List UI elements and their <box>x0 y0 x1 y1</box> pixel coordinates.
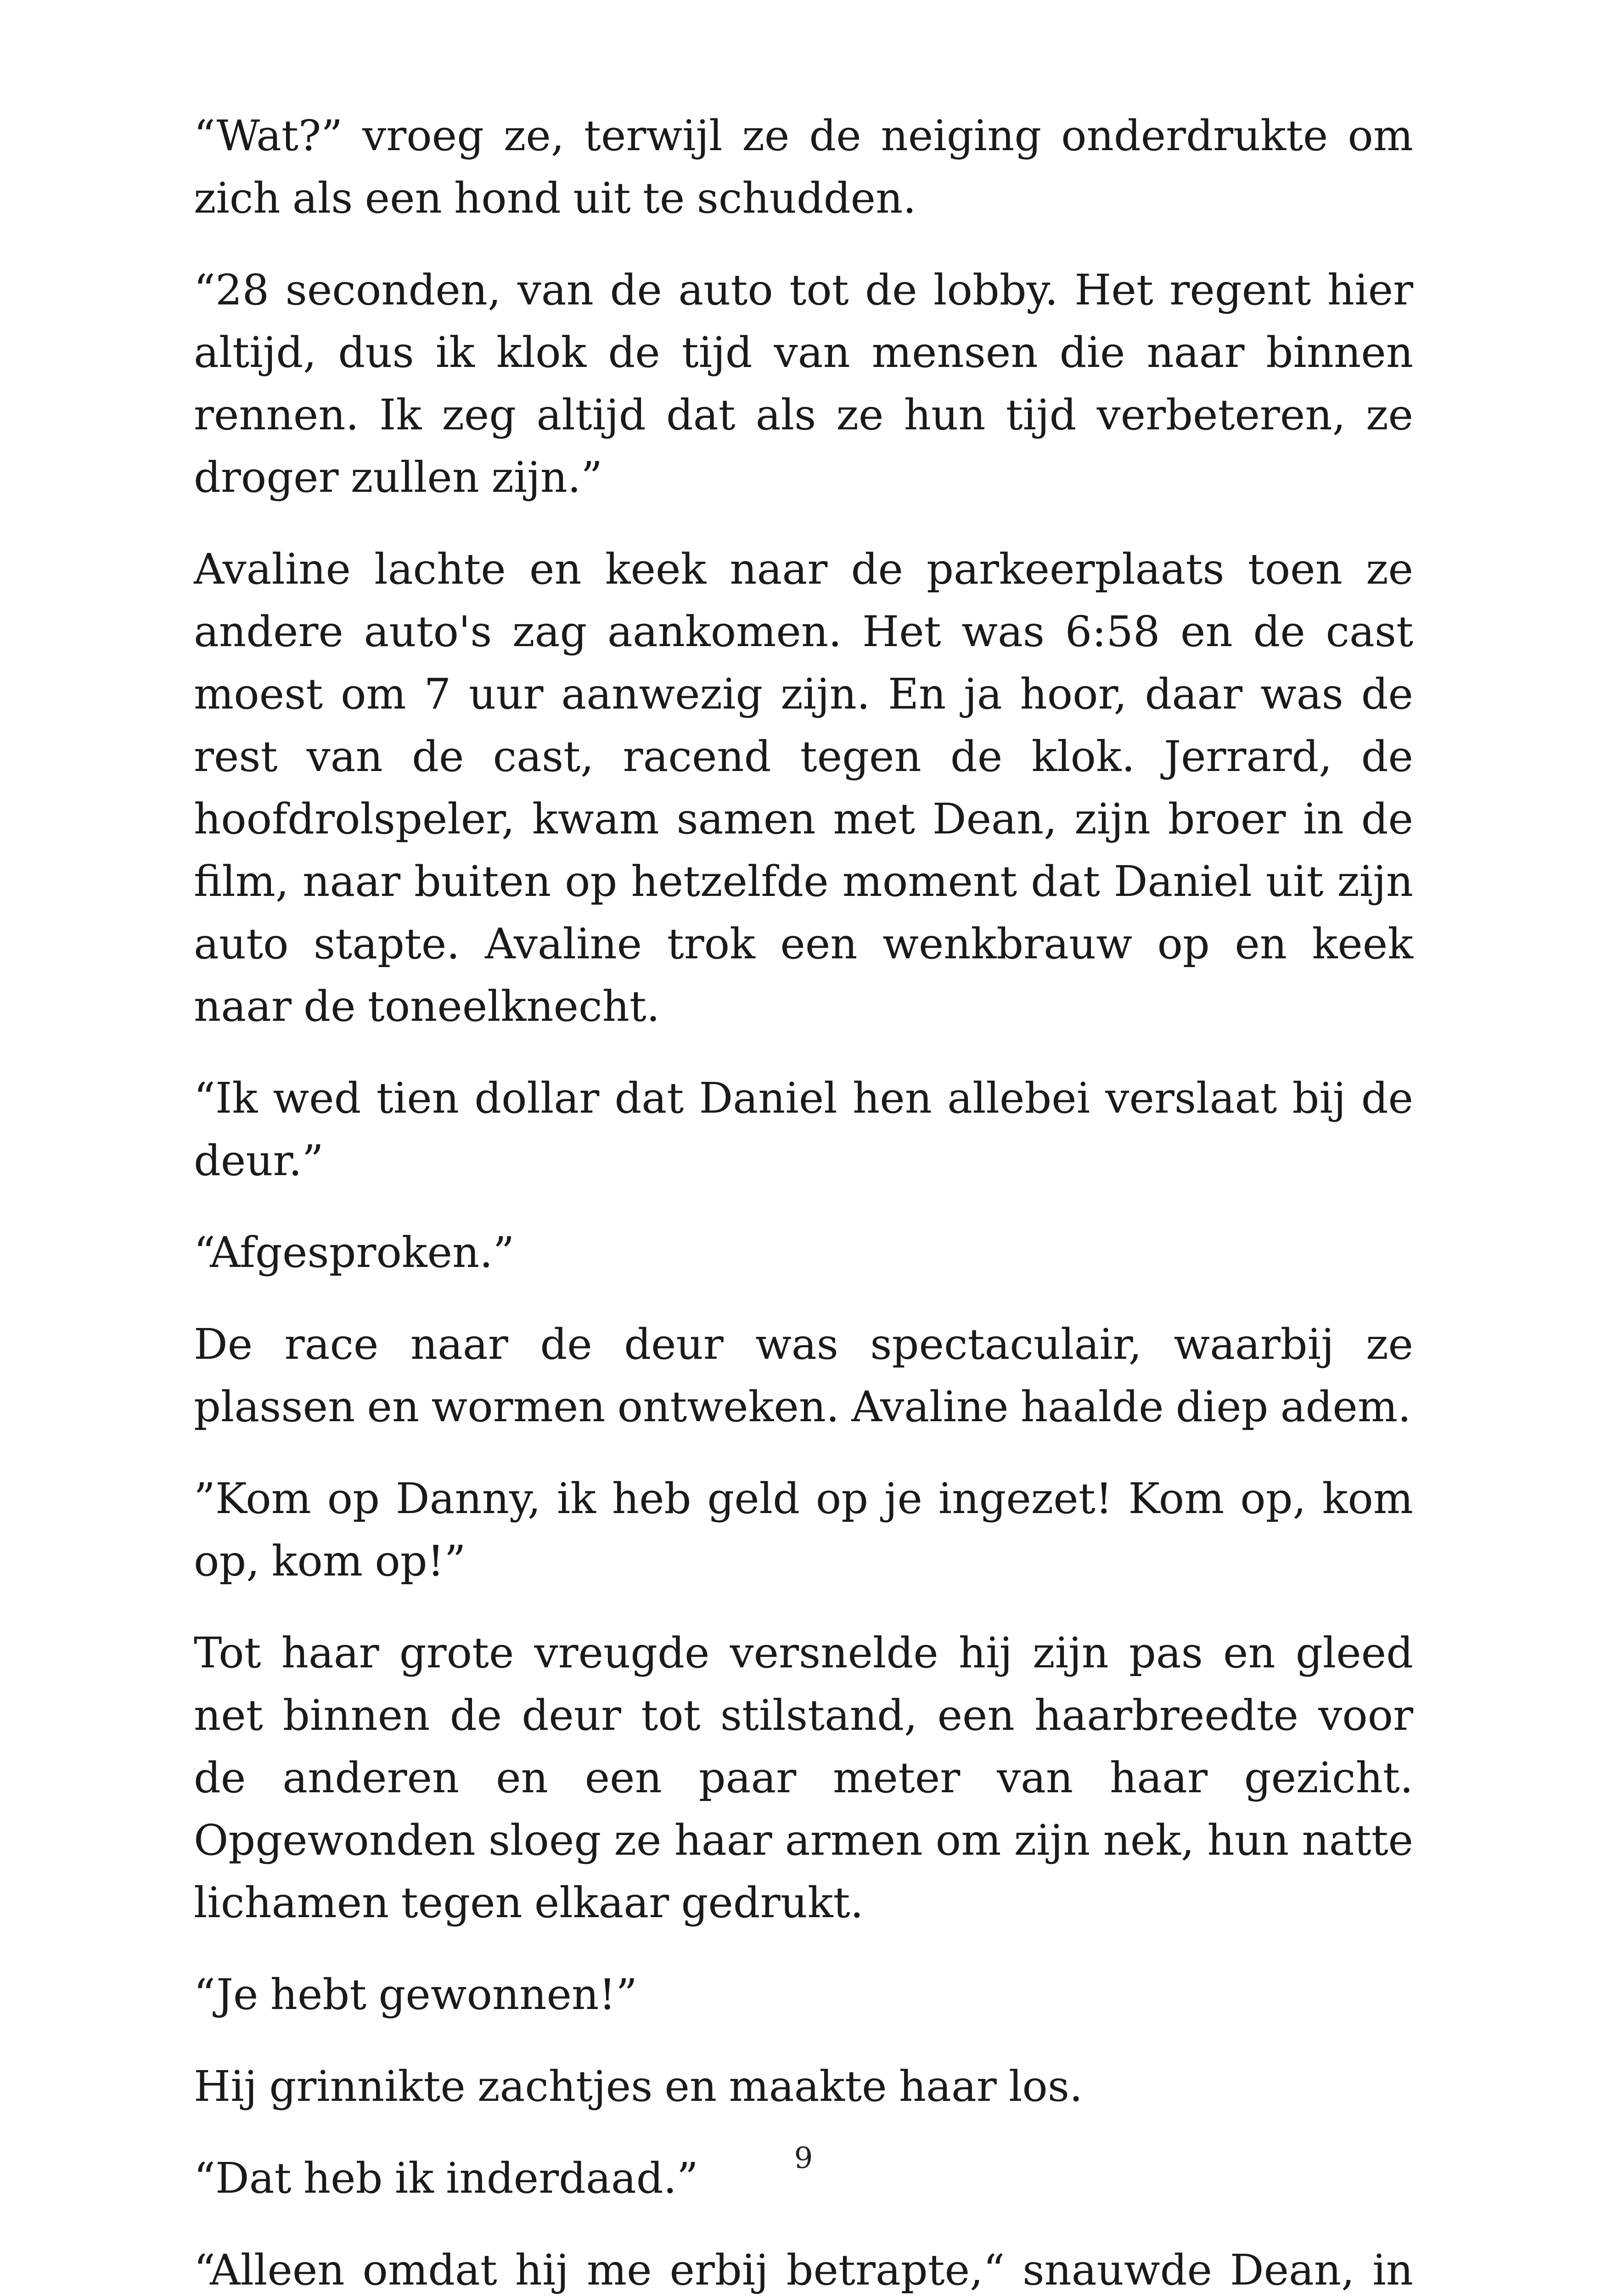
paragraph: “Afgesproken.” <box>194 1228 515 1277</box>
paragraph: ”Kom op Danny, ik heb geld op je ingezet! Kom op, kom op, kom op!” <box>194 1474 1413 1586</box>
paragraph: Hij grinnikte zachtjes en maakte haar los. <box>194 2062 1083 2111</box>
paragraph: “Je hebt gewonnen!” <box>194 1970 638 2019</box>
paragraph: “Dat heb ik inderdaad.” <box>194 2154 698 2203</box>
paragraph: De race naar de deur was spectaculair, waarbij ze plassen en wormen ontweken. Avaline haalde diep adem. <box>194 1320 1413 1431</box>
paragraph: Tot haar grote vreugde versnelde hij zijn pas en gleed net binnen de deur tot stilstand, een haarbreedte voor de anderen en een paar meter van haar gezicht. Opgewonden sloeg ze haar armen om zijn nek, hun natte lichamen tegen elkaar gedrukt. <box>194 1628 1413 1927</box>
paragraph: “Wat?” vroeg ze, terwijl ze de neiging onderdrukte om zich als een hond uit te schudden. <box>194 111 1413 223</box>
paragraph: Avaline lachte en keek naar de parkeerplaats toen ze andere auto's zag aankomen. Het was 6:58 en de cast moest om 7 uur aanwezig zijn. En ja hoor, daar was de rest van de cast, racend tegen de klok. Jerrard, de hoofdrolspeler, kwam samen met Dean, zijn broer in de film, naar buiten op hetzelfde moment dat Daniel uit zijn auto stapte. Avaline trok een wenkbrauw op en keek naar de toneelknecht. <box>194 545 1413 1031</box>
paragraph: “Alleen omdat hij me erbij betrapte,“ snauwde Dean, in <box>194 2245 1413 2295</box>
body-text <box>194 105 1413 2296</box>
paragraph: “28 seconden, van de auto tot de lobby. Het regent hier altijd, dus ik klok de tijd van mensen die naar binnen rennen. Ik zeg altijd dat als ze hun tijd verbeteren, ze droger zullen zijn.” <box>194 265 1413 502</box>
page-number: 9 <box>794 2141 813 2175</box>
paragraph: “Ik wed tien dollar dat Daniel hen allebei verslaat bij de deur.” <box>194 1074 1413 1185</box>
